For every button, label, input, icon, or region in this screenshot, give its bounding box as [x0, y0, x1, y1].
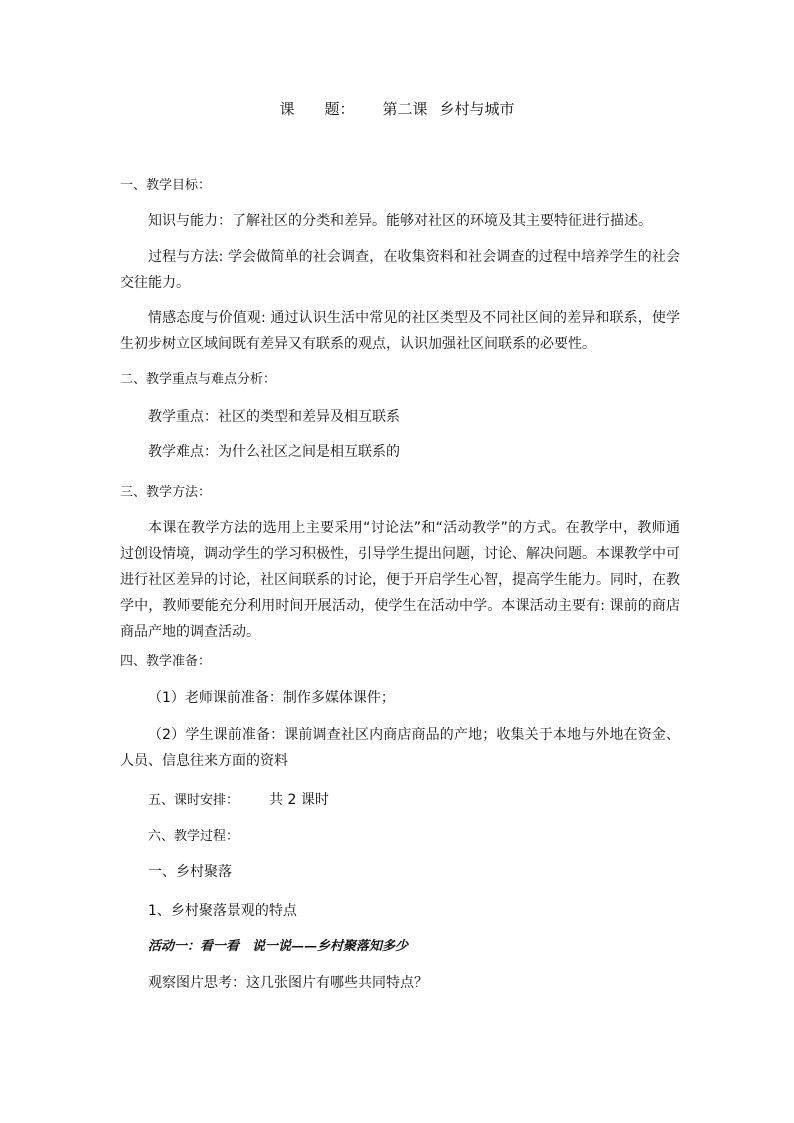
preparation-teacher: （1）老师课前准备：制作多媒体课件；: [148, 690, 395, 706]
difficult-point: 教学难点：为什么社区之间是相互联系的: [148, 444, 400, 460]
objective-knowledge: 知识与能力：了解社区的分类和差异。能够对社区的环境及其主要特征进行描述。: [148, 213, 652, 229]
preparation-student: （2）学生课前准备：课前调查社区内商店商品的产地；收集关于本地与外地在资金、人员、信息往来方面的资料: [120, 727, 680, 769]
page-title: [0, 99, 794, 119]
section-schedule: [120, 788, 708, 813]
section-heading-process: 六、教学过程：: [148, 829, 240, 844]
methods-body: 本课在教学方法的选用上主要采用“讨论法”和“活动教学”的方式。在教学中，教师通过创设情境，调动学生的学习积极性，引导学生提出问题，讨论、解决问题。本课教学中可进行社区差异的讨论，社区间联系的讨论，便于开启学生心智，提高学生能力。同时，在教学中，教师要能充分利用时间开展活动，使学生在活动中学。本课活动主要有: 课前的商店商品产地的调查活动。: [120, 520, 680, 640]
section-heading-methods: 三、教学方法：: [120, 485, 212, 500]
part-rural-settlement-features: 1、乡村聚落景观的特点: [148, 903, 297, 919]
title-lesson: 第二课: [382, 100, 428, 118]
key-point: 教学重点：社区的类型和差异及相互联系: [148, 409, 400, 425]
part-rural-settlement: 一、乡村聚落: [148, 864, 232, 880]
section-heading-objectives: 一、教学目标：: [120, 178, 212, 193]
section-heading-key-points: 二、教学重点与难点分析：: [120, 372, 277, 387]
title-label: 课 题：: [279, 100, 355, 118]
observe-question: 观察图片思考：这几张图片有哪些共同特点？: [148, 975, 428, 991]
schedule-value: 共 2 课时: [269, 792, 329, 808]
section-heading-preparation: 四、教学准备：: [120, 654, 212, 669]
objective-process: 过程与方法: 学会做简单的社会调查，在收集资料和社会调查的过程中培养学生的社会交往能力。: [120, 249, 680, 291]
schedule-label: 五、课时安排：: [148, 793, 240, 808]
title-topic: 乡村与城市: [439, 100, 515, 118]
activity-one: 活动一：看一看 说一说——乡村聚落知多少: [148, 939, 409, 954]
objective-emotion: 情感态度与价值观: 通过认识生活中常见的社区类型及不同社区间的差异和联系，使学生初步树立区域间既有差异又有联系的观点，认识加强社区间联系的必要性。: [120, 310, 680, 352]
